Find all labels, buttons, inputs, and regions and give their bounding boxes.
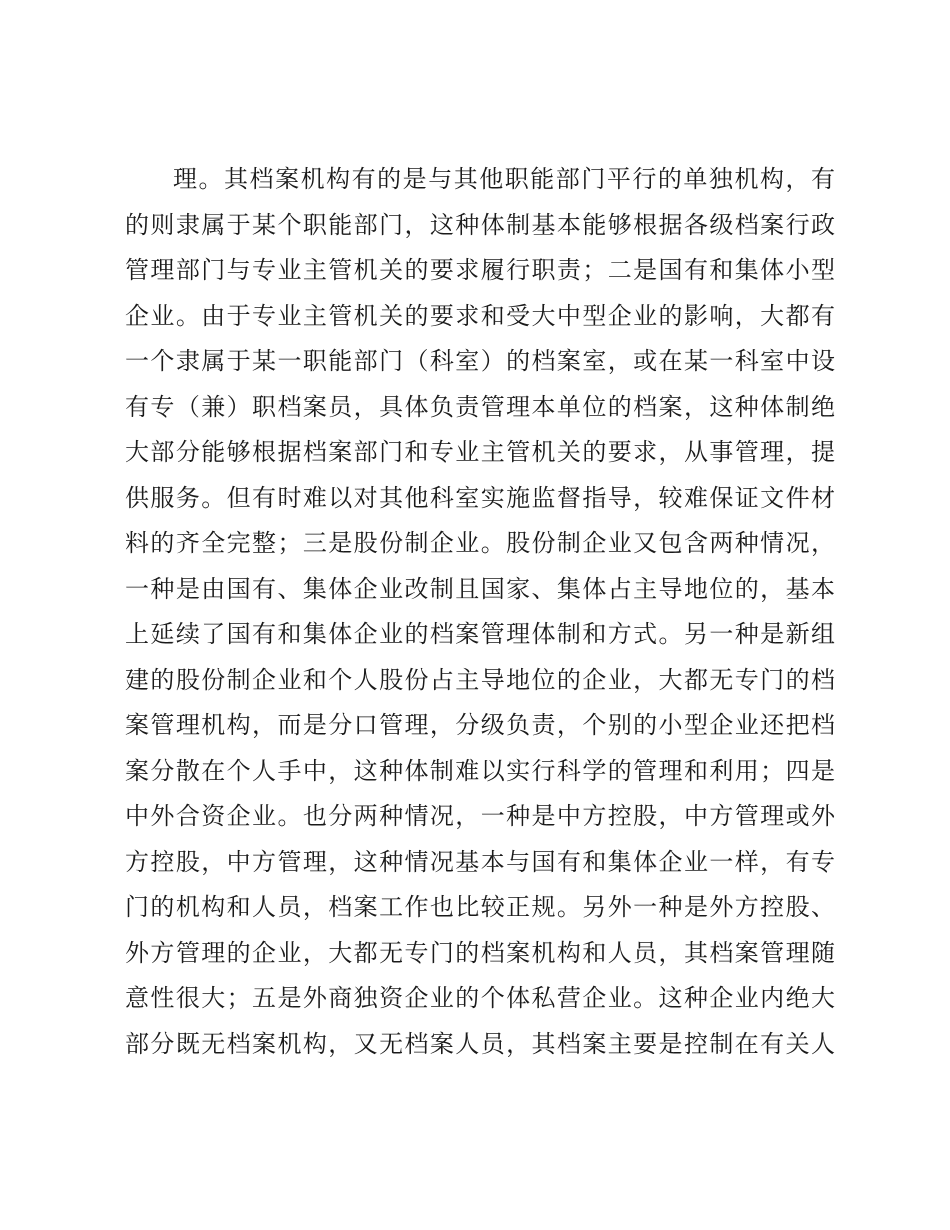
text-line: 案管理机构，而是分口管理，分级负责，个别的小型企业还把档: [125, 711, 835, 739]
text-line: 意性很大；五是外商独资企业的个体私营企业。这种企业内绝大: [125, 984, 835, 1012]
text-line: 料的齐全完整；三是股份制企业。股份制企业又包含两种情况，: [125, 529, 835, 557]
text-line: 门的机构和人员，档案工作也比较正规。另外一种是外方控股、: [125, 893, 835, 921]
text-line: 一种是由国有、集体企业改制且国家、集体占主导地位的，基本: [125, 574, 835, 603]
text-line: 方控股，中方管理，这种情况基本与国有和集体企业一样，有专: [125, 847, 835, 876]
text-line: 管理部门与专业主管机关的要求履行职责；二是国有和集体小型: [125, 256, 835, 284]
text-line: 外方管理的企业，大都无专门的档案机构和人员，其档案管理随: [125, 938, 835, 967]
text-line: 部分既无档案机构，又无档案人员，其档案主要是控制在有关人: [125, 1029, 835, 1058]
body-paragraph: [125, 157, 835, 1067]
text-line: 中外合资企业。也分两种情况，一种是中方控股，中方管理或外: [125, 802, 835, 830]
text-line: 有专（兼）职档案员，具体负责管理本单位的档案，这种体制绝: [125, 392, 835, 421]
text-line: 供服务。但有时难以对其他科室实施监督指导，较难保证文件材: [125, 483, 835, 512]
text-line: 一个隶属于某一职能部门（科室）的档案室，或在某一科室中设: [125, 347, 835, 375]
text-line: 理。其档案机构有的是与其他职能部门平行的单独机构，有: [173, 165, 835, 193]
text-line: 上延续了国有和集体企业的档案管理体制和方式。另一种是新组: [125, 620, 835, 648]
text-line: 企业。由于专业主管机关的要求和受大中型企业的影响，大都有: [125, 301, 835, 330]
text-line: 案分散在个人手中，这种体制难以实行科学的管理和利用；四是: [125, 756, 835, 785]
text-line: 的则隶属于某个职能部门，这种体制基本能够根据各级档案行政: [125, 210, 835, 239]
text-line: 大部分能够根据档案部门和专业主管机关的要求，从事管理，提: [125, 438, 835, 466]
text-line: 建的股份制企业和个人股份占主导地位的企业，大都无专门的档: [125, 665, 835, 694]
